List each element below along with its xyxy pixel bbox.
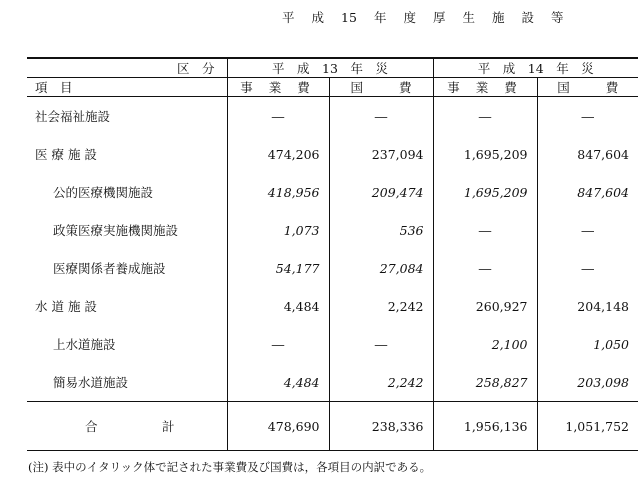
cell-value: ― [433,249,537,287]
row-label: 簡易水道施設 [27,363,227,402]
title-char: 生 [462,10,475,25]
total-y14-jigyouhi: 1,956,136 [433,402,537,451]
year14-header: 平 成 14 年 災 [433,58,638,78]
title-char: 平 [282,10,295,25]
cell-value: 2,242 [329,363,433,402]
cell-value: 4,484 [227,363,329,402]
table-row [27,135,638,173]
cell-value: ― [329,97,433,136]
row-label: 水 道 施 設 [27,287,227,325]
cell-value: 474,206 [227,135,329,173]
title-char: 設 [521,10,535,25]
table-row [27,287,638,325]
row-label: 政策医療実施機関施設 [27,211,227,249]
cell-value: 536 [329,211,433,249]
year13-header: 平 成 13 年 災 [227,58,433,78]
cell-value: 847,604 [577,184,629,200]
cell-value: ― [433,97,537,136]
cell-value: 209,474 [329,173,433,211]
y13-kokuhi-header: 国 費 [329,78,433,97]
cell-value: 54,177 [227,249,329,287]
kubun-label: 区 分 [27,58,227,78]
table-row [27,173,638,211]
cell-value: 847,604 [577,146,629,162]
total-y14-kokuhi: 1,051,752 [537,402,638,451]
total-y13-jigyouhi: 478,690 [227,402,329,451]
cell-value: 237,094 [329,135,433,173]
row-label: 医 療 施 設 [27,135,227,173]
cell-value: 4,484 [227,287,329,325]
total-y13-kokuhi: 238,336 [329,402,433,451]
title-char: 厚 [432,10,446,25]
cell-value: 418,956 [227,173,329,211]
koumoku-label: 項 目 [27,78,227,97]
cell-value: 1,073 [227,211,329,249]
total-row [27,402,638,451]
cell-value: ― [329,325,433,363]
cell-value: 1,050 [593,336,629,352]
title-char: 度 [403,10,416,25]
row-label: 社会福祉施設 [27,97,227,136]
cell-value: ― [581,108,594,124]
disaster-cost-table [27,57,638,451]
cell-value: 203,098 [577,374,629,390]
cell-value: ― [227,325,329,363]
total-label: 合 計 [27,402,227,451]
table-row [27,211,638,249]
cell-value: 260,927 [433,287,537,325]
cell-value: 27,084 [329,249,433,287]
title-char: 等 [551,10,564,25]
title-char: 施 [492,10,505,25]
cell-value: 2,242 [329,287,433,325]
cell-value: 1,695,209 [433,173,537,211]
y14-kokuhi-header: 国 費 [537,78,638,97]
table-row [27,249,638,287]
y14-jigyouhi-header: 事 業 費 [433,78,537,97]
cell-value: ― [433,211,537,249]
table-row [27,363,638,402]
cell-value: 258,827 [433,363,537,402]
cell-value: ― [581,222,594,238]
cell-value: 2,100 [433,325,537,363]
cell-value: ― [581,260,594,276]
cell-value: ― [227,97,329,136]
footnote: (注) 表中のイタリック体で記された事業費及び国費は，各項目の内訳である。 [28,460,432,474]
cell-value: 204,148 [577,298,629,314]
cell-value: 1,695,209 [433,135,537,173]
table-row [27,325,638,363]
table-row [27,97,638,136]
title-char: 年 [373,10,387,25]
row-label: 上水道施設 [27,325,227,363]
row-label: 医療関係者養成施設 [27,249,227,287]
page-title [282,8,638,26]
row-label: 公的医療機関施設 [27,173,227,211]
y13-jigyouhi-header: 事 業 費 [227,78,329,97]
title-char: 成 [311,10,325,25]
title-char: 15 [341,10,357,25]
